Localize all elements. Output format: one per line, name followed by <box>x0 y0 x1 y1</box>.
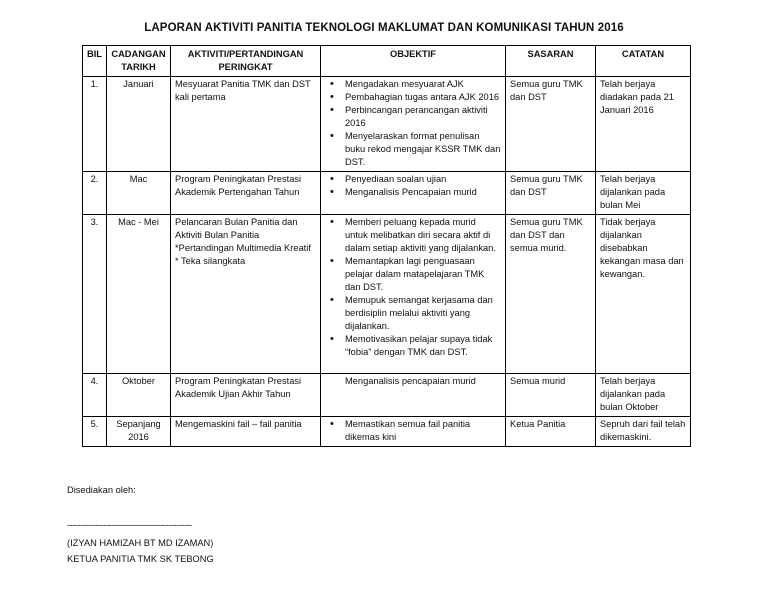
signatory-position: KETUA PANITIA TMK SK TEBONG <box>67 554 214 564</box>
activity-report-table <box>82 45 691 447</box>
aktiviti-line: *Pertandingan Multimedia Kreatif <box>175 243 311 253</box>
aktiviti-line: Program Peningkatan Prestasi Akademik Ujian Akhir Tahun <box>175 376 302 399</box>
prepared-by-label: Disediakan oleh: <box>67 485 136 495</box>
row-tarikh: Mac <box>107 172 171 215</box>
row-catatan: Telah berjaya dijalankan pada bulan Oktober <box>596 374 691 417</box>
objektif-item: • Menganalisis Pencapaian murid <box>325 186 501 199</box>
row-catatan: Telah berjaya diadakan pada 21 Januari 2016 <box>596 77 691 172</box>
row-aktiviti <box>171 417 321 447</box>
aktiviti-line: Mesyuarat Panitia TMK dan DST kali pertama <box>175 79 311 102</box>
row-objektif <box>321 215 506 374</box>
row-catatan: Tidak berjaya dijalankan disebabkan kekangan masa dan kewangan. <box>596 215 691 374</box>
aktiviti-line: Program Peningkatan Prestasi Akademik Pertengahan Tahun <box>175 174 302 197</box>
table-header-row <box>83 46 691 77</box>
header-catatan: CATATAN <box>596 46 691 77</box>
aktiviti-line: Mengemaskini fail – fail panitia <box>175 419 302 429</box>
objektif-item: • Memastikan semua fail panitia dikemas kini <box>325 418 501 444</box>
table-row <box>83 172 691 215</box>
header-sasaran: SASARAN <box>506 46 596 77</box>
row-aktiviti <box>171 77 321 172</box>
document-title: LAPORAN AKTIVITI PANITIA TEKNOLOGI MAKLUMAT DAN KOMUNIKASI TAHUN 2016 <box>144 22 624 34</box>
row-tarikh: Oktober <box>107 374 171 417</box>
signatory-name: (IZYAN HAMIZAH BT MD IZAMAN) <box>67 538 214 548</box>
table-row <box>83 374 691 417</box>
row-objektif <box>321 172 506 215</box>
row-bil: 3. <box>83 215 107 374</box>
row-aktiviti <box>171 172 321 215</box>
table-row <box>83 417 691 447</box>
objektif-item: • Mengadakan mesyuarat AJK <box>325 78 501 91</box>
objektif-list <box>325 78 501 169</box>
row-catatan: Telah berjaya dijalankan pada bulan Mei <box>596 172 691 215</box>
row-objektif <box>321 77 506 172</box>
row-tarikh: Mac - Mei <box>107 215 171 374</box>
objektif-item: • Memberi peluang kepada murid untuk melibatkan diri secara aktif di dalam setiap aktiviti yang dijalankan. <box>325 216 501 255</box>
objektif-item: • Menyelaraskan format penulisan buku rekod mengajar KSSR TMK dan DST. <box>325 130 501 169</box>
objektif-text: Menganalisis pencapaian murid <box>345 376 476 386</box>
table-row <box>83 215 691 374</box>
aktiviti-line: * Teka silangkata <box>175 256 246 266</box>
row-sasaran: Semua guru TMK dan DST dan semua murid. <box>506 215 596 374</box>
objektif-item: • Memotivasikan pelajar supaya tidak “fobia” dengan TMK dan DST. <box>325 333 501 359</box>
row-tarikh: Januari <box>107 77 171 172</box>
row-sasaran: Ketua Panitia <box>506 417 596 447</box>
table-row <box>83 77 691 172</box>
header-objektif: OBJEKTIF <box>321 46 506 77</box>
objektif-list <box>325 216 501 359</box>
objektif-item: • Memantapkan lagi penguasaan pelajar dalam matapelajaran TMK dan DST. <box>325 255 501 294</box>
row-bil: 4. <box>83 374 107 417</box>
row-catatan: Sepruh dari fail telah dikemaskini. <box>596 417 691 447</box>
row-objektif <box>321 417 506 447</box>
row-sasaran: Semua guru TMK dan DST <box>506 77 596 172</box>
header-tarikh: CADANGAN TARIKH <box>107 46 171 77</box>
row-bil: 5. <box>83 417 107 447</box>
row-bil: 1. <box>83 77 107 172</box>
objektif-item: • Pembahagian tugas antara AJK 2016 <box>325 91 501 104</box>
row-sasaran: Semua guru TMK dan DST <box>506 172 596 215</box>
header-bil: BIL <box>83 46 107 77</box>
row-aktiviti <box>171 215 321 374</box>
row-objektif <box>321 374 506 417</box>
objektif-list <box>325 418 501 444</box>
header-aktiviti: AKTIVITI/PERTANDINGAN PERINGKAT <box>171 46 321 77</box>
signature-line: ------------------------------------------------ <box>67 520 192 530</box>
row-bil: 2. <box>83 172 107 215</box>
objektif-item: • Perbincangan perancangan aktiviti 2016 <box>325 104 501 130</box>
objektif-item: • Penyediaan soalan ujian <box>325 173 501 186</box>
objektif-item: • Memupuk semangat kerjasama dan berdisiplin melalui aktiviti yang dijalankan. <box>325 294 501 333</box>
row-aktiviti <box>171 374 321 417</box>
row-tarikh: Sepanjang 2016 <box>107 417 171 447</box>
aktiviti-line: Pelancaran Bulan Panitia dan Aktiviti Bulan Panitia <box>175 217 298 240</box>
objektif-list <box>325 173 501 199</box>
row-sasaran: Semua murid <box>506 374 596 417</box>
